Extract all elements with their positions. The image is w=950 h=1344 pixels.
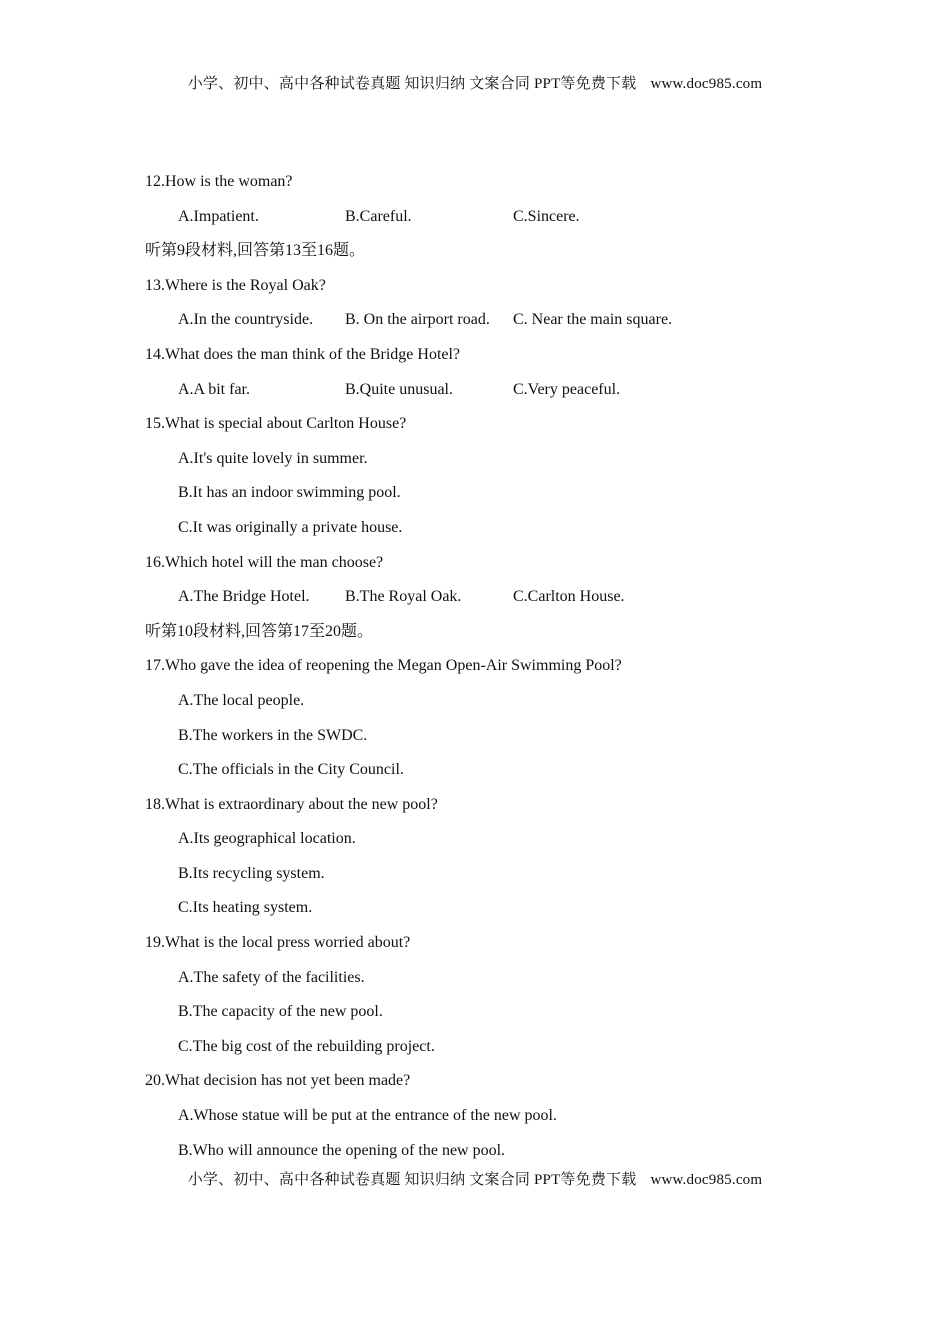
page-header [0, 72, 950, 93]
option-12-c: C.Sincere. [513, 207, 580, 225]
question-13: 13.Where is the Royal Oak? [145, 276, 326, 294]
question-content [145, 170, 845, 1173]
options-14 [145, 378, 845, 413]
option-17-c: C.The officials in the City Council. [178, 761, 404, 779]
option-19-b: B.The capacity of the new pool. [178, 1003, 383, 1021]
question-16: 16.Which hotel will the man choose? [145, 553, 384, 571]
question-18: 18.What is extraordinary about the new pool? [145, 795, 438, 813]
option-16-b: B.The Royal Oak. [345, 588, 462, 606]
option-18-b: B.Its recycling system. [178, 864, 325, 882]
option-20-b: B.Who will announce the opening of the new pool. [178, 1141, 506, 1159]
option-16-a: A.The Bridge Hotel. [178, 588, 310, 606]
question-20: 20.What decision has not yet been made? [145, 1072, 411, 1090]
section-10-instruction: 听第10段材料,回答第17至20题。 [145, 622, 374, 640]
option-19-a: A.The safety of the facilities. [178, 968, 365, 986]
question-19: 19.What is the local press worried about? [145, 934, 411, 952]
option-18-a: A.Its geographical location. [178, 830, 356, 848]
question-17: 17.Who gave the idea of reopening the Megan Open-Air Swimming Pool? [145, 657, 622, 675]
question-15: 15.What is special about Carlton House? [145, 415, 407, 433]
question-14: 14.What does the man think of the Bridge Hotel? [145, 345, 461, 363]
option-13-a: A.In the countryside. [178, 311, 314, 329]
option-14-b: B.Quite unusual. [345, 380, 453, 398]
option-18-c: C.Its heating system. [178, 899, 313, 917]
footer-url[interactable]: www.doc985.com [650, 1172, 763, 1188]
option-14-a: A.A bit far. [178, 380, 250, 398]
options-12 [145, 205, 845, 240]
header-text: 小学、初中、高中各种试卷真题 知识归纳 文案合同 PPT等免费下载 [187, 76, 637, 92]
footer-text: 小学、初中、高中各种试卷真题 知识归纳 文案合同 PPT等免费下载 [187, 1172, 637, 1188]
options-13 [145, 308, 845, 343]
option-16-c: C.Carlton House. [513, 588, 625, 606]
option-13-b: B. On the airport road. [345, 311, 490, 329]
option-17-b: B.The workers in the SWDC. [178, 726, 368, 744]
option-17-a: A.The local people. [178, 691, 305, 709]
options-16 [145, 585, 845, 620]
option-13-c: C. Near the main square. [513, 311, 673, 329]
option-15-b: B.It has an indoor swimming pool. [178, 484, 401, 502]
option-15-a: A.It's quite lovely in summer. [178, 449, 368, 467]
option-12-a: A.Impatient. [178, 207, 259, 225]
section-9-instruction: 听第9段材料,回答第13至16题。 [145, 242, 366, 260]
page-footer [0, 1168, 950, 1189]
option-19-c: C.The big cost of the rebuilding project. [178, 1037, 435, 1055]
option-14-c: C.Very peaceful. [513, 380, 621, 398]
header-url[interactable]: www.doc985.com [650, 76, 763, 92]
option-15-c: C.It was originally a private house. [178, 518, 403, 536]
option-20-a: A.Whose statue will be put at the entrance of the new pool. [178, 1107, 557, 1125]
option-12-b: B.Careful. [345, 207, 412, 225]
question-12: 12.How is the woman? [145, 173, 293, 190]
